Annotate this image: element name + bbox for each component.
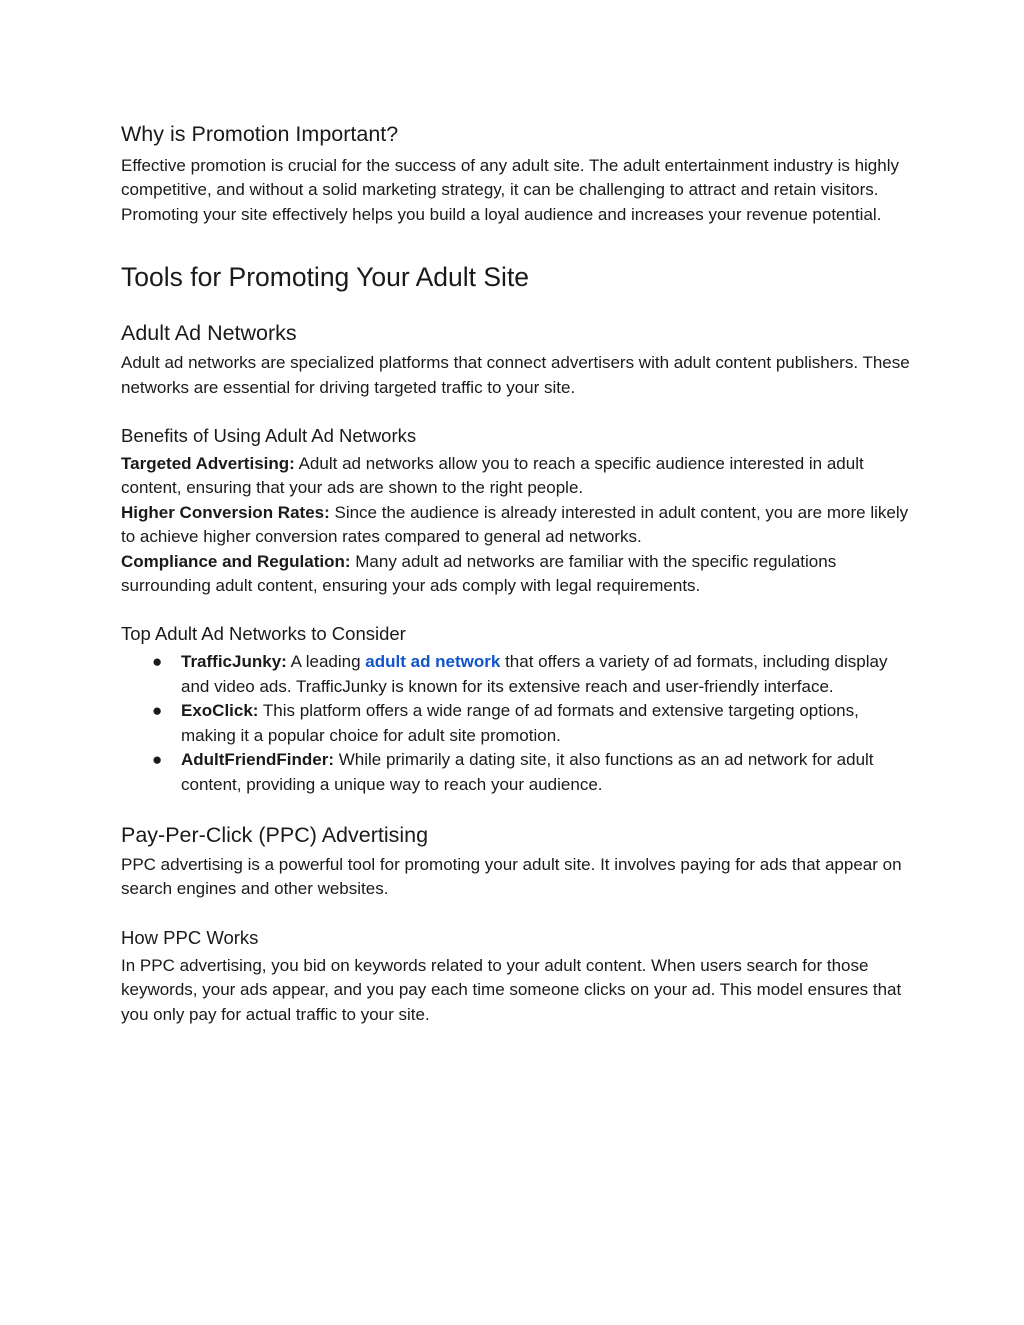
benefit-term: Compliance and Regulation: [121, 551, 351, 571]
network-text: While primarily a dating site, it also functions as an ad network for adult content, providing a unique way to reach your audience. [181, 750, 874, 794]
benefit-term: Higher Conversion Rates: [121, 502, 330, 522]
network-text: that offers a variety of ad formats, including display and video ads. TrafficJunky is known for its extensive reach and user-friendly interface. [181, 652, 888, 696]
benefit-item [121, 550, 911, 599]
adult-ad-network-link[interactable]: adult ad network [365, 652, 501, 672]
heading-how-ppc: How PPC Works [121, 926, 259, 948]
benefit-text: Adult ad networks allow you to reach a specific audience interested in adult content, ensuring that your ads are shown to the right people. [121, 454, 864, 498]
paragraph-how-ppc: In PPC advertising, you bid on keywords related to your adult content. When users search for those keywords, your ads appear, and you pay each time someone clicks on your ad. This model ensures that you only pay for actual traffic to your site. [121, 955, 902, 1024]
list-item [121, 699, 911, 748]
heading-benefits: Benefits of Using Adult Ad Networks [121, 425, 417, 447]
benefit-text: Since the audience is already interested in adult content, you are more likely to achieve higher conversion rates compared to general ad networks. [121, 502, 909, 547]
bullet-icon: ● [152, 750, 163, 770]
benefit-term: Targeted Advertising: [121, 454, 295, 474]
bullet-icon: ● [152, 701, 163, 721]
heading-ppc: Pay-Per-Click (PPC) Advertising [121, 822, 429, 847]
document-page [121, 118, 911, 1027]
top-networks-list [121, 650, 911, 796]
network-text-pre: A leading [286, 652, 366, 672]
benefit-item [121, 452, 911, 501]
benefit-item [121, 501, 911, 550]
paragraph-adult-ad-networks: Adult ad networks are specialized platforms that connect advertisers with adult content publishers. These networks are essential for driving targeted traffic to your site. [121, 353, 910, 397]
list-item [121, 748, 911, 797]
network-name: AdultFriendFinder: [181, 750, 334, 770]
heading-tools: Tools for Promoting Your Adult Site [121, 262, 530, 293]
network-name: TrafficJunky: [181, 652, 287, 672]
paragraph-ppc: PPC advertising is a powerful tool for promoting your adult site. It involves paying for ads that appear on search engines and other websites. [121, 854, 902, 899]
heading-adult-ad-networks: Adult Ad Networks [121, 321, 297, 346]
network-text: This platform offers a wide range of ad formats and extensive targeting options, making it a popular choice for adult site promotion. [181, 701, 859, 745]
paragraph-why-promotion: Effective promotion is crucial for the success of any adult site. The adult entertainment industry is highly competitive, and without a solid marketing strategy, it can be challenging to attract and retain visitors. Promoting your site effectively helps you build a loyal audience and increases your revenue potential. [121, 156, 899, 224]
heading-top-networks: Top Adult Ad Networks to Consider [121, 623, 406, 645]
benefit-text: Many adult ad networks are familiar with the specific regulations surrounding adult content, ensuring your ads comply with legal requirements. [121, 551, 837, 596]
bullet-icon: ● [152, 652, 163, 672]
benefits-list [121, 452, 911, 598]
list-item [121, 650, 911, 699]
network-name: ExoClick: [181, 701, 259, 721]
heading-why-promotion: Why is Promotion Important? [121, 122, 399, 146]
